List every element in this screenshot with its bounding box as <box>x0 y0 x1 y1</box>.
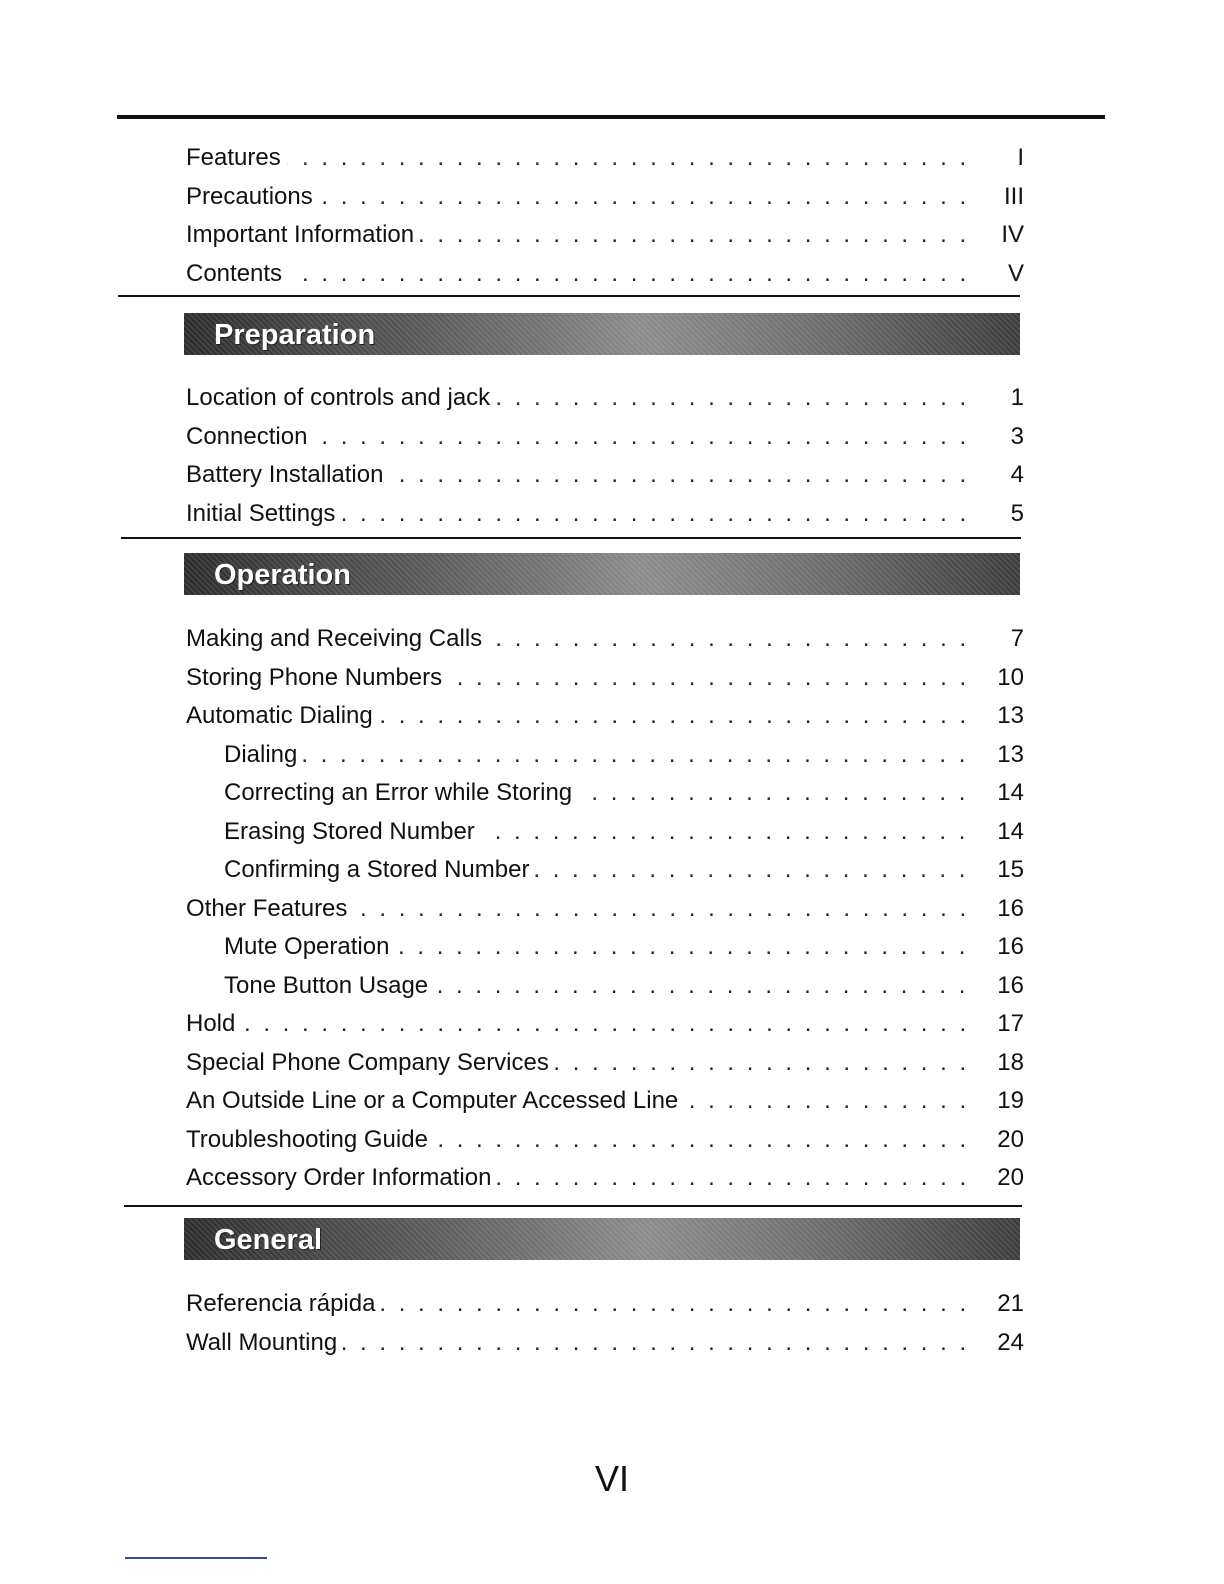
section-rule <box>118 295 1020 297</box>
toc-entry-title <box>186 495 974 534</box>
toc-entry-title-text: Confirming a Stored Number <box>224 856 535 883</box>
toc-entry-page: 10 <box>997 663 1024 691</box>
toc-entry <box>0 255 1224 294</box>
toc-entry-page: 16 <box>997 894 1024 922</box>
toc-entry <box>0 620 1224 659</box>
toc-entry-title <box>186 890 974 929</box>
section-band-preparation <box>184 313 1020 355</box>
toc-entry-page: 24 <box>997 1328 1024 1356</box>
section-rule <box>121 537 1021 539</box>
toc-entry-title <box>186 1082 974 1121</box>
toc-entry-title <box>186 216 974 255</box>
toc-entry-page: 5 <box>1010 499 1024 527</box>
toc-entry <box>0 379 1224 418</box>
toc-entry <box>0 216 1224 255</box>
toc-entry-page: 17 <box>997 1010 1024 1037</box>
toc-entry-title <box>186 1044 974 1083</box>
toc-entry-page: 3 <box>1010 422 1024 450</box>
toc-entry-title-text: Referencia rápida <box>186 1290 381 1317</box>
toc-entry-title-text: Automatic Dialing <box>186 702 379 729</box>
toc-entry-page: 1 <box>1010 384 1024 411</box>
operation-entries <box>0 620 1224 1198</box>
toc-entry-page: 16 <box>997 971 1024 999</box>
toc-entry <box>0 1285 1224 1324</box>
section-band-operation <box>184 553 1020 595</box>
operation-section <box>0 620 1224 1198</box>
toc-entry <box>0 139 1224 178</box>
toc-entry-title-text: Wall Mounting <box>186 1329 343 1356</box>
toc-entry <box>0 1082 1224 1121</box>
toc-entry-page: III <box>1003 182 1024 210</box>
toc-entry-page: 13 <box>997 702 1024 729</box>
toc-entry-title <box>186 418 974 457</box>
toc-entry-page: 19 <box>997 1087 1024 1114</box>
toc-entry-title-text: Correcting an Error while Storing <box>224 779 578 806</box>
toc-entry <box>0 736 1224 775</box>
toc-entry <box>0 456 1224 495</box>
toc-entry-title-text: Other Features <box>186 895 353 922</box>
toc-entry <box>0 774 1224 813</box>
general-entries <box>0 1285 1224 1362</box>
toc-entry-page: 4 <box>1010 461 1024 488</box>
toc-entry <box>0 928 1224 967</box>
toc-entry <box>0 967 1224 1006</box>
toc-entry-title <box>186 697 974 736</box>
toc-entry-title <box>186 620 974 659</box>
toc-entry-page: 14 <box>997 779 1024 806</box>
toc-entry-title-text: Troubleshooting Guide <box>186 1126 434 1153</box>
toc-entry-title-text: Erasing Stored Number <box>224 818 481 845</box>
toc-entry <box>0 851 1224 890</box>
toc-entry-page: 15 <box>997 856 1024 883</box>
toc-entry <box>0 1324 1224 1363</box>
toc-entry-page: 20 <box>997 1164 1024 1191</box>
toc-entry-page: I <box>1017 144 1024 171</box>
section-heading-preparation: Preparation <box>214 319 376 351</box>
toc-entry-title-text: Accessory Order Information <box>186 1164 497 1191</box>
toc-entry <box>0 418 1224 457</box>
toc-entry-title <box>224 736 974 775</box>
toc-entry-title-text: Mute Operation <box>224 933 395 960</box>
toc-entry <box>0 495 1224 534</box>
toc-entry-title-text: Location of controls and jack <box>186 384 496 411</box>
toc-entry-title-text: Connection <box>186 423 313 450</box>
toc-entry-title <box>186 255 974 294</box>
toc-entry-title <box>186 1121 974 1160</box>
toc-entry-title <box>186 1005 974 1044</box>
toc-entry <box>0 813 1224 852</box>
toc-entry-title-text: Making and Receiving Calls <box>186 625 488 652</box>
top-rule <box>117 115 1105 119</box>
toc-entry <box>0 1159 1224 1198</box>
toc-entry-title <box>224 967 974 1006</box>
preparation-entries <box>0 379 1224 533</box>
toc-entry <box>0 1044 1224 1083</box>
section-band-general <box>184 1218 1020 1260</box>
toc-entry-page: 14 <box>997 817 1024 845</box>
toc-entry-page: 18 <box>997 1048 1024 1076</box>
toc-entry <box>0 1005 1224 1044</box>
toc-entry-title <box>186 1159 974 1198</box>
toc-entry-page: 16 <box>997 933 1024 960</box>
toc-entry-title-text: Contents <box>186 260 288 287</box>
toc-entry-title <box>186 379 974 418</box>
toc-entry-title <box>224 813 974 852</box>
toc-entry-title-text: Important Information <box>186 221 420 248</box>
toc-entry-title-text: Hold <box>186 1010 241 1037</box>
toc-entry-page: 20 <box>997 1125 1024 1153</box>
toc-entry-title-text: Precautions <box>186 183 319 210</box>
section-heading-general: General <box>214 1224 322 1256</box>
toc-entry-page: 13 <box>997 740 1024 768</box>
toc-entry-page: IV <box>1001 221 1024 248</box>
toc-entry-title <box>186 1324 974 1363</box>
section-heading-operation: Operation <box>214 559 351 591</box>
toc-entry-title <box>224 851 974 890</box>
toc-entry-title-text: Battery Installation <box>186 461 389 488</box>
bottom-rule <box>125 1557 267 1559</box>
toc-entry-title <box>186 1285 974 1324</box>
toc-entry-page: V <box>1007 259 1024 287</box>
toc-entry <box>0 659 1224 698</box>
general-section <box>0 1285 1224 1362</box>
toc-entry-title <box>224 928 974 967</box>
front-entries <box>0 139 1224 293</box>
toc-entry-title <box>186 178 974 217</box>
preparation-section <box>0 379 1224 533</box>
toc-entry-title-text: An Outside Line or a Computer Accessed Line <box>186 1087 684 1114</box>
toc-entry-title-text: Initial Settings <box>186 500 341 527</box>
toc-entry-page: 7 <box>1010 625 1024 652</box>
toc-entry-title-text: Features <box>186 144 287 171</box>
toc-entry-title-text: Tone Button Usage <box>224 972 434 999</box>
page-number: VI <box>594 1458 629 1499</box>
front-matter <box>0 139 1224 293</box>
toc-entry-title <box>186 659 974 698</box>
toc-entry-title-text: Dialing <box>224 741 303 768</box>
toc-entry-title <box>186 456 974 495</box>
toc-entry-title-text: Storing Phone Numbers <box>186 664 448 691</box>
toc-entry <box>0 697 1224 736</box>
toc-entry-title <box>186 139 974 178</box>
toc-entry-title-text: Special Phone Company Services <box>186 1049 555 1076</box>
section-rule <box>124 1205 1022 1207</box>
toc-entry <box>0 178 1224 217</box>
toc-entry <box>0 1121 1224 1160</box>
toc-entry-page: 21 <box>997 1290 1024 1317</box>
toc-entry <box>0 890 1224 929</box>
toc-entry-title <box>224 774 974 813</box>
